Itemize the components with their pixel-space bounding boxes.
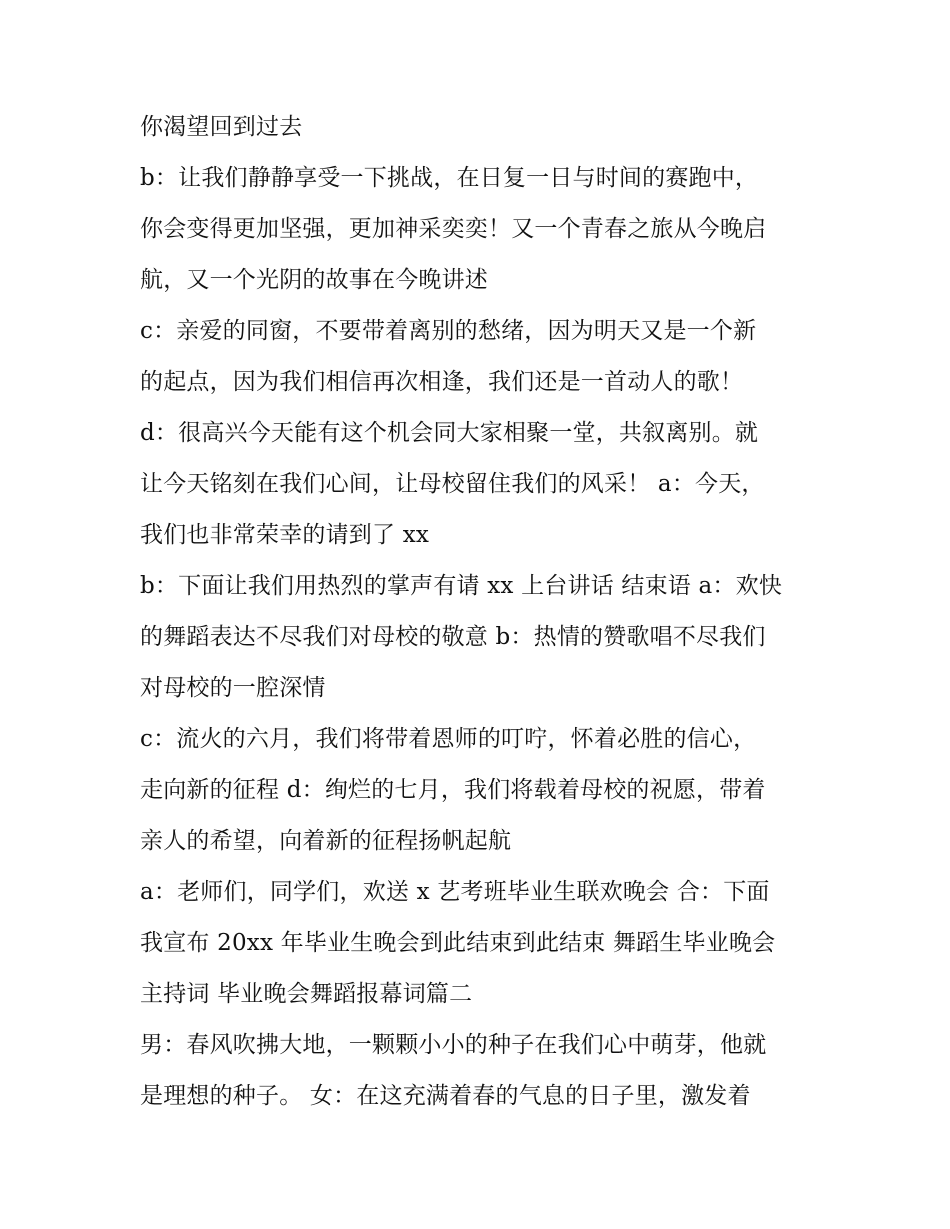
text-line-2: b：让我们静静享受一下挑战，在日复一日与时间的赛跑中， bbox=[140, 165, 759, 191]
text-line-6: 的起点，因为我们相信再次相逢，我们还是一首动人的歌！ bbox=[140, 369, 744, 395]
document-body bbox=[140, 102, 830, 1122]
text-line-14: 走向新的征程 d：绚烂的七月，我们将载着母校的祝愿，带着 bbox=[140, 777, 766, 803]
text-line-5: c：亲爱的同窗，不要带着离别的愁绪，因为明天又是一个新 bbox=[140, 318, 757, 344]
text-line-7: d：很高兴今天能有这个机会同大家相聚一堂，共叙离别。就 bbox=[140, 420, 759, 446]
text-line-11: 的舞蹈表达不尽我们对母校的敬意 b：热情的赞歌唱不尽我们 bbox=[140, 624, 766, 650]
text-line-1: 你渴望回到过去 bbox=[140, 114, 303, 140]
text-line-18: 主持词 毕业晚会舞蹈报幕词篇二 bbox=[140, 981, 473, 1007]
text-line-19: 男：春风吹拂大地，一颗颗小小的种子在我们心中萌芽，他就 bbox=[140, 1032, 767, 1058]
text-line-12: 对母校的一腔深情 bbox=[140, 675, 326, 701]
text-line-15: 亲人的希望，向着新的征程扬帆起航 bbox=[140, 828, 512, 854]
text-line-10: b：下面让我们用热烈的掌声有请 xx 上台讲话 结束语 a：欢快 bbox=[140, 573, 783, 599]
text-line-16: a：老师们，同学们，欢送 x 艺考班毕业生联欢晚会 合：下面 bbox=[140, 879, 770, 905]
text-line-8: 让今天铭刻在我们心间，让母校留住我们的风采！ a：今天， bbox=[140, 471, 765, 497]
text-line-4: 航，又一个光阴的故事在今晚讲述 bbox=[140, 267, 488, 293]
text-line-17: 我宣布 20xx 年毕业生晚会到此结束到此结束 舞蹈生毕业晚会 bbox=[140, 930, 776, 956]
text-line-13: c：流火的六月，我们将带着恩师的叮咛，怀着必胜的信心， bbox=[140, 726, 757, 752]
text-line-9: 我们也非常荣幸的请到了 xx bbox=[140, 522, 430, 548]
text-line-3: 你会变得更加坚强，更加神采奕奕！又一个青春之旅从今晚启 bbox=[140, 216, 767, 242]
text-line-20: 是理想的种子。 女：在这充满着春的气息的日子里，激发着 bbox=[140, 1083, 751, 1109]
